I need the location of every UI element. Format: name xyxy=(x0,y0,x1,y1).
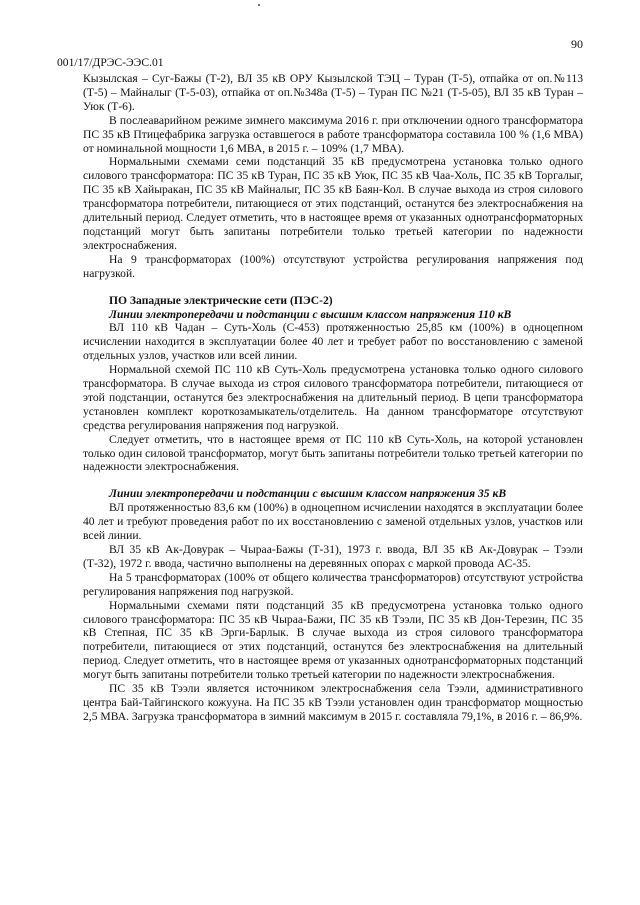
document-body xyxy=(83,72,583,724)
paragraph-ak-dovurak-lines: ВЛ 35 кВ Ак-Довурак – Чыраа-Бажы (Т-31), 1973 г. ввода, ВЛ 35 кВ Ак-Довурак – Тээли (Т-32), 1972 г. ввода, частично выполнены на деревянных опорах с маркой провода АС-35. xyxy=(83,543,583,570)
paragraph-postemergency: В послеаварийном режиме зимнего максимума 2016 г. при отключении одного трансформатора ПС 35 кВ Птицефабрика загрузка оставшегося в работе трансформатора составила 100 % (1,6 МВА) от номинальной мощности 1,6 МВА, в 2015 г. – 109% (1,7 МВА). xyxy=(83,113,583,155)
page-number: 90 xyxy=(571,37,583,51)
subheading-110kv: Линии электропередачи и подстанции с высшим классом напряжения 110 кВ xyxy=(109,307,512,321)
paragraph-teeli: ПС 35 кВ Тээли является источником электроснабжения села Тээли, административного центра Бай-Тайгинского кожууна. На ПС 35 кВ Тээли установлен один трансформатор мощностью 2,5 МВА. Загрузка трансформатора в зимний максимум в 2015 г. составляла 79,1%, в 2016 г. – 86,9%. xyxy=(83,682,583,723)
paragraph-5-transformers: На 5 трансформаторах (100% от общего количества трансформаторов) отсутствуют устройства регулирования напряжения под нагрузкой. xyxy=(83,570,583,598)
paragraph-lines-35-age: ВЛ протяженностью 83,6 км (100%) в одноцепном исчислении находятся в эксплуатации более 40 лет и требуют проведения работ по их восстановлению с заменой отдельных узлов, участков или всей линии. xyxy=(83,501,583,543)
paragraph-no-regulation: На 9 трансформаторах (100%) отсутствуют устройства регулирования напряжения под нагрузкой. xyxy=(83,252,583,280)
scan-speck xyxy=(258,4,260,6)
paragraph-continuation: Кызылская – Суг-Бажы (Т-2), ВЛ 35 кВ ОРУ Кызылской ТЭЦ – Туран (Т-5), отпайка от оп.№113 (Т-5) – Майналыг (Т-5-03), отпайка от оп.№348а (Т-5) – Туран ПС №21 (Т-5-05), ВЛ 35 кВ Туран – Уюк (Т-6). xyxy=(83,72,583,113)
section-heading: ПО Западные электрические сети (ПЭС-2) xyxy=(109,293,333,307)
document-code: 001/17/ДРЭС-ЭЭС.01 xyxy=(57,56,164,69)
paragraph-five-substations: Нормальными схемами пяти подстанций 35 кВ предусмотрена установка только одного силового трансформатора: ПС 35 кВ Чыраа-Бажи, ПС 35 кВ Тээли, ПС 35 кВ Дон-Терезин, ПС 35 кВ Степная, ПС 35 кВ Эрги-Барлык. В случае выхода из строя силового трансформатора потребители, питающиеся от этих подстанций, останутся без электроснабжения на длительный период. Следует отметить, что в настоящее время от указанных однотрансформаторных подстанций могут быть запитаны потребители только третьей категории по надежности электроснабжения. xyxy=(83,598,583,682)
subheading-35kv: Линии электропередачи и подстанции с высшим классом напряжения 35 кВ xyxy=(109,487,507,501)
paragraph-single-transformer-35: Нормальными схемами семи подстанций 35 кВ предусмотрена установка только одного силового трансформатора: ПС 35 кВ Туран, ПС 35 кВ Уюк, ПС 35 кВ Чаа-Холь, ПС 35 кВ Торгалыг, ПС 35 кВ Хайыракан, ПС 35 кВ Майналыг, ПС 35 кВ Баян-Кол. В случае выхода из строя силового трансформатора потребители, питающиеся от этих подстанций, останутся без электроснабжения на длительный период. Следует отметить, что в настоящее время от указанных однотрансформаторных подстанций могут быть запитаны потребители только третьей категории по надежности электроснабжения. xyxy=(83,155,583,252)
paragraph-line-110-chadan: ВЛ 110 кВ Чадан – Суть-Холь (С-453) протяженностью 25,85 км (100%) в одноцепном исчислении находится в эксплуатации более 40 лет и требует работ по восстановлению с заменой отдельных узлов, участков или всей линии. xyxy=(83,321,583,363)
paragraph-sut-khol-scheme: Нормальной схемой ПС 110 кВ Суть-Холь предусмотрена установка только одного силового трансформатора. В случае выхода из строя силового трансформатора потребители, питающиеся от этой подстанции, останутся без электроснабжения на длительный период. В цепи трансформатора установлен комплект короткозамыкатель/отделитель. На данном трансформаторе отсутствуют средства регулирования напряжения под нагрузкой. xyxy=(83,363,583,432)
paragraph-sut-khol-note: Следует отметить, что в настоящее время от ПС 110 кВ Суть-Холь, на которой установлен только один силовой трансформатор, могут быть запитаны потребители только третьей категории по надежности электроснабжения. xyxy=(83,432,583,474)
